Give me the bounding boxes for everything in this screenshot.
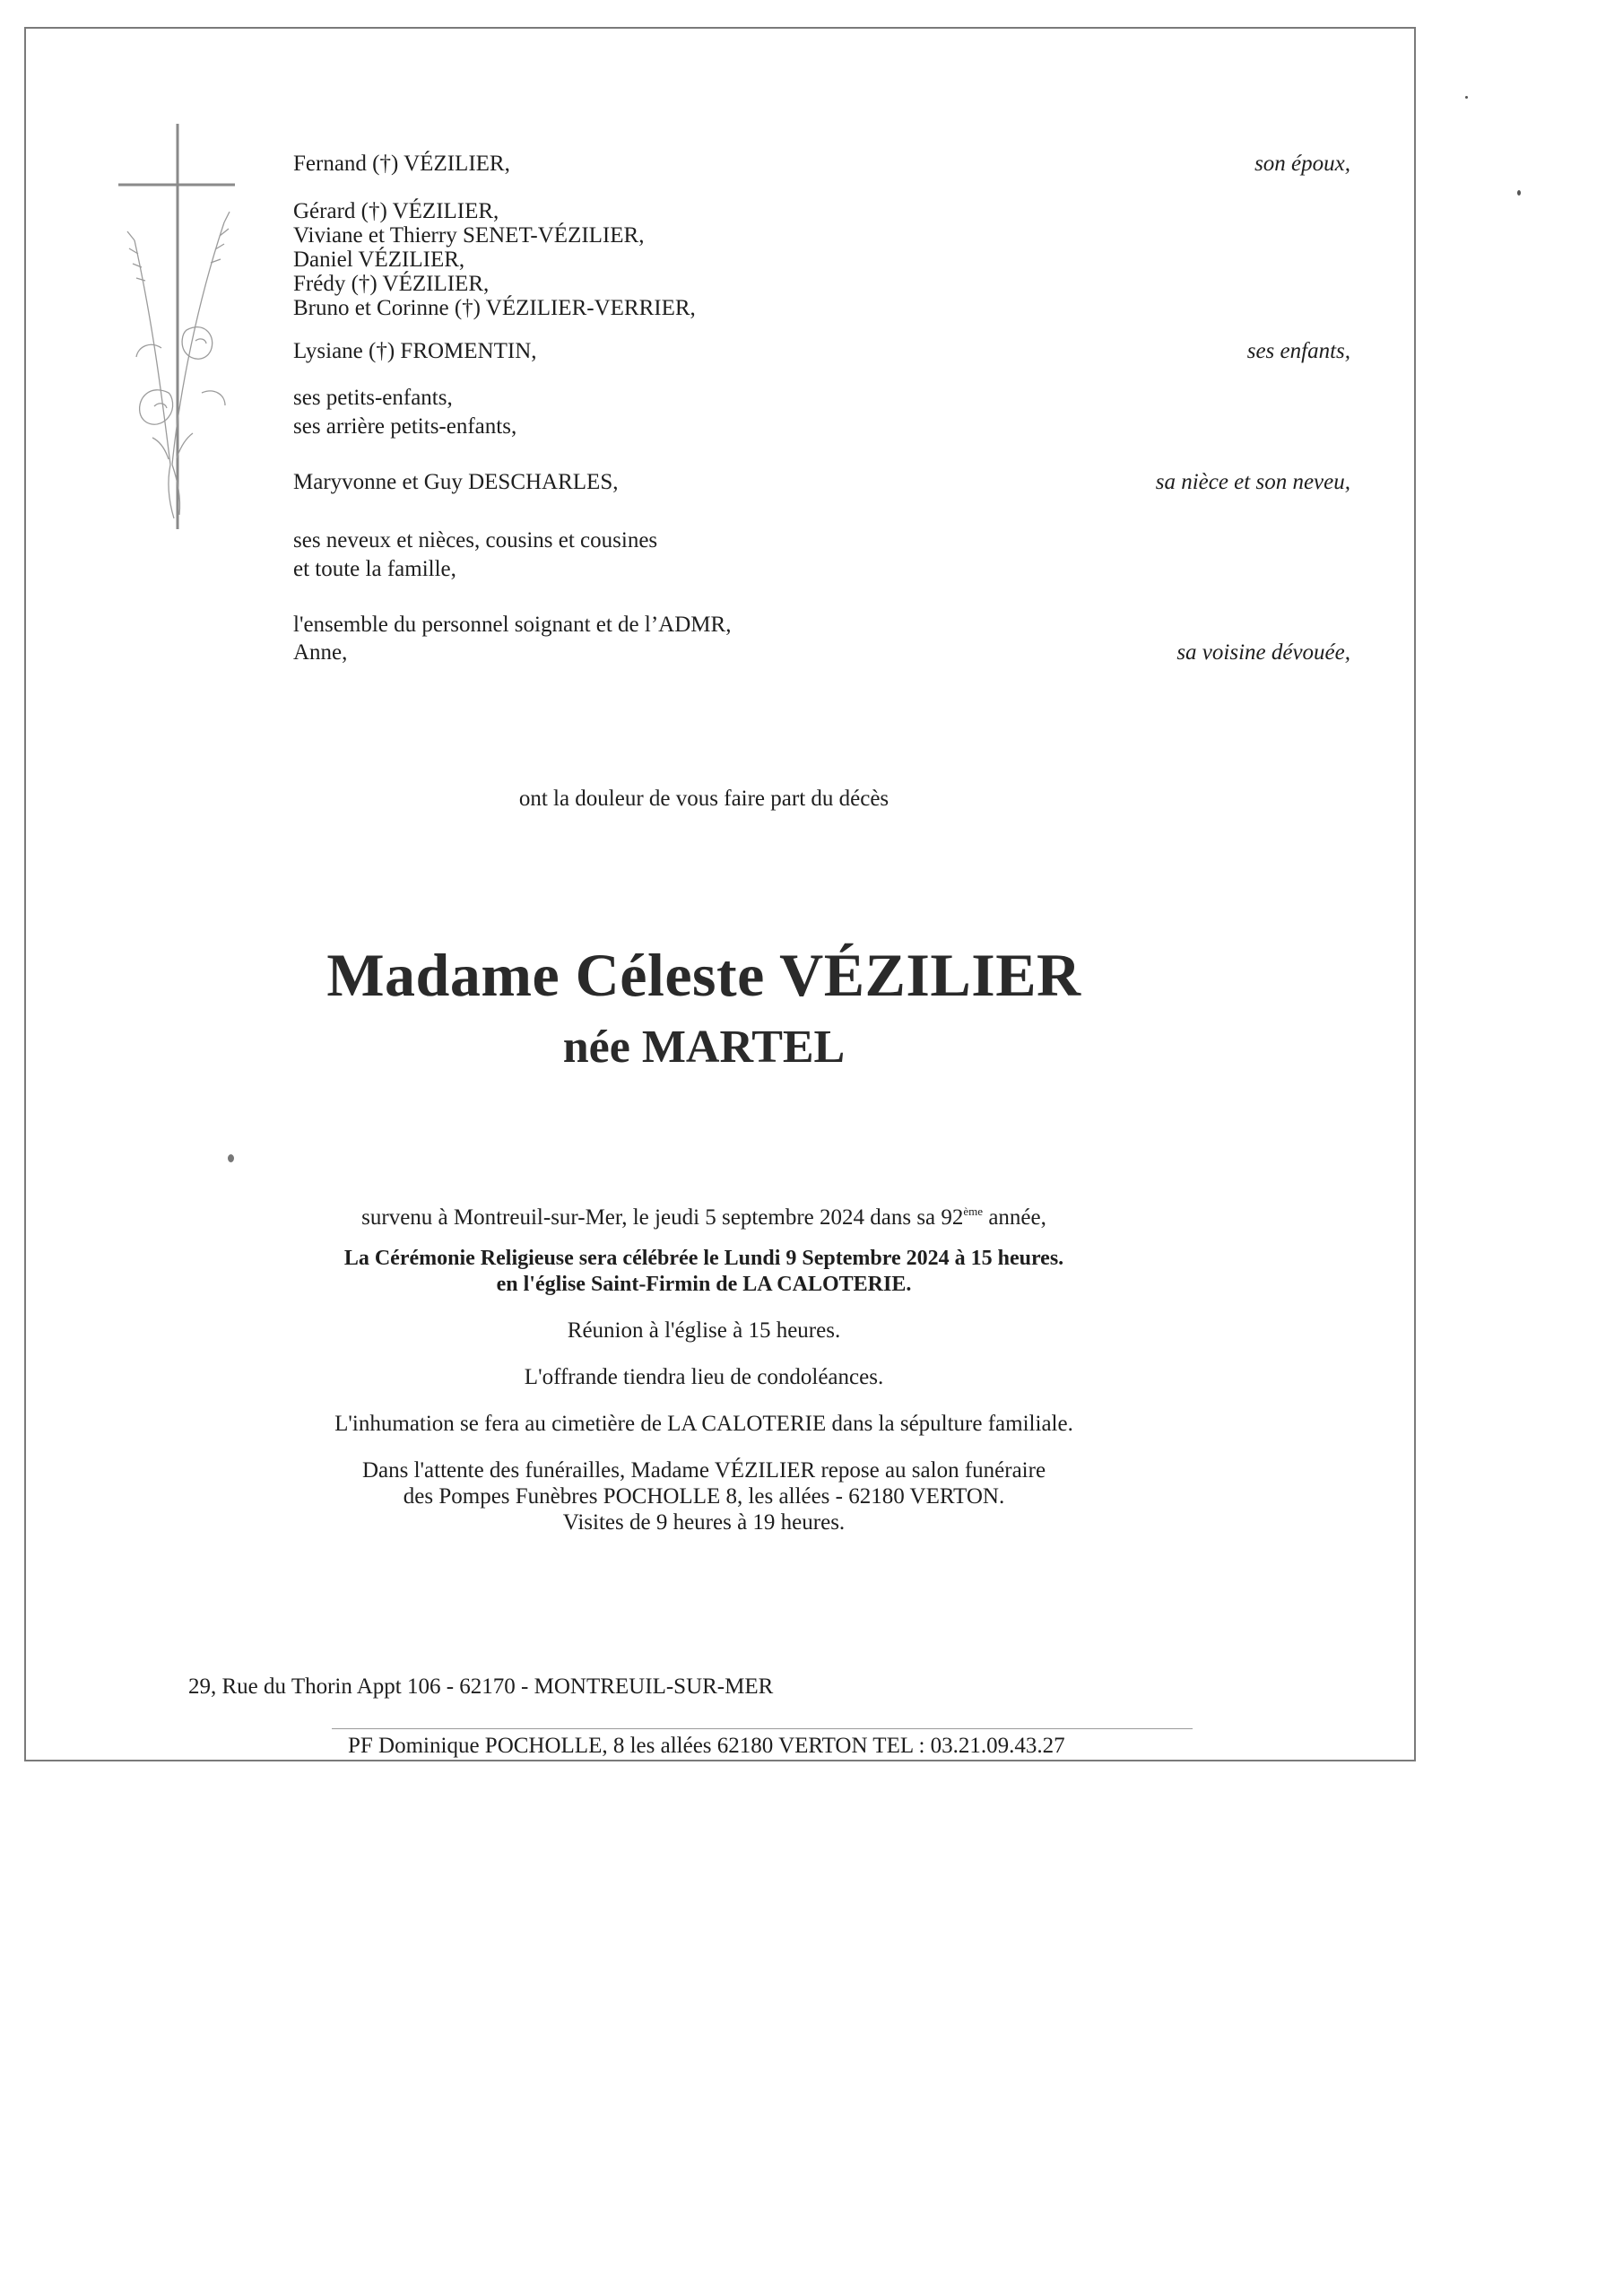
cross-with-flowers-icon [117,124,251,536]
family-address: 29, Rue du Thorin Appt 106 - 62170 - MONTREUIL-SUR-MER [188,1674,774,1699]
rest-info-1: Dans l'attente des funérailles, Madame VÉZILIER repose au salon funéraire [361,1458,1046,1483]
family-neighbor: Anne, [293,640,348,665]
meeting-info: Réunion à l'église à 15 heures. [567,1318,841,1343]
family-child-4: Frédy (†) VÉZILIER, [293,272,490,296]
scan-speck [1517,190,1521,196]
footer-divider [332,1728,1193,1729]
death-details [0,1199,1408,1230]
scan-speck [228,1154,234,1162]
visiting-hours: Visites de 9 heures à 19 heures. [562,1510,846,1535]
family-child-5: Bruno et Corinne (†) VÉZILIER-VERRIER, [293,296,696,320]
ceremony-line-1: La Cérémonie Religieuse sera célébrée le Lundi 9 Septembre 2024 à 15 heures. [343,1247,1064,1270]
death-age-suffix: ème [963,1205,984,1218]
family-niece-nephew: Maryvonne et Guy DESCHARLES, [293,470,619,494]
deceased-name: Madame Céleste VÉZILIER [326,941,1081,1009]
family-spouse: Fernand (†) VÉZILIER, [293,152,510,176]
ceremony-line-2: en l'église Saint-Firmin de LA CALOTERIE. [496,1273,912,1296]
scan-speck [1465,96,1468,99]
family-relatives-1: ses neveux et nièces, cousins et cousines [293,528,658,552]
relation-spouse: son époux, [1254,152,1350,176]
maiden-name: née MARTEL [562,1022,846,1073]
family-child-2: Viviane et Thierry SENET-VÉZILIER, [293,223,645,248]
relation-neighbor: sa voisine dévouée, [1176,640,1350,665]
offering-info: L'offrande tiendra lieu de condoléances. [524,1365,884,1389]
relation-children: ses enfants, [1246,339,1350,363]
family-child-6: Lysiane (†) FROMENTIN, [293,339,537,363]
announcement-intro: ont la douleur de vous faire part du décès [518,787,890,811]
burial-info: L'inhumation se fera au cimetière de LA CALOTERIE dans la sépulture familiale. [334,1412,1073,1436]
family-grandchildren: ses petits-enfants, [293,386,453,410]
death-age: 92 [941,1205,964,1230]
family-great-grandchildren: ses arrière petits-enfants, [293,414,517,439]
rest-info-2: des Pompes Funèbres POCHOLLE 8, les allées - 62180 VERTON. [403,1484,1005,1509]
family-staff: l'ensemble du personnel soignant et de l’ADMR, [293,613,732,637]
family-child-3: Daniel VÉZILIER, [293,248,465,272]
death-details-text: survenu à Montreuil-sur-Mer, le jeudi 5 septembre 2024 dans sa [361,1205,936,1230]
family-child-1: Gérard (†) VÉZILIER, [293,199,499,223]
funeral-home-info: PF Dominique POCHOLLE, 8 les allées 62180 VERTON TEL : 03.21.09.43.27 [348,1734,1065,1758]
family-relatives-2: et toute la famille, [293,557,456,581]
death-details-end: année, [988,1205,1046,1230]
relation-niece-nephew: sa nièce et son neveu, [1155,470,1350,494]
